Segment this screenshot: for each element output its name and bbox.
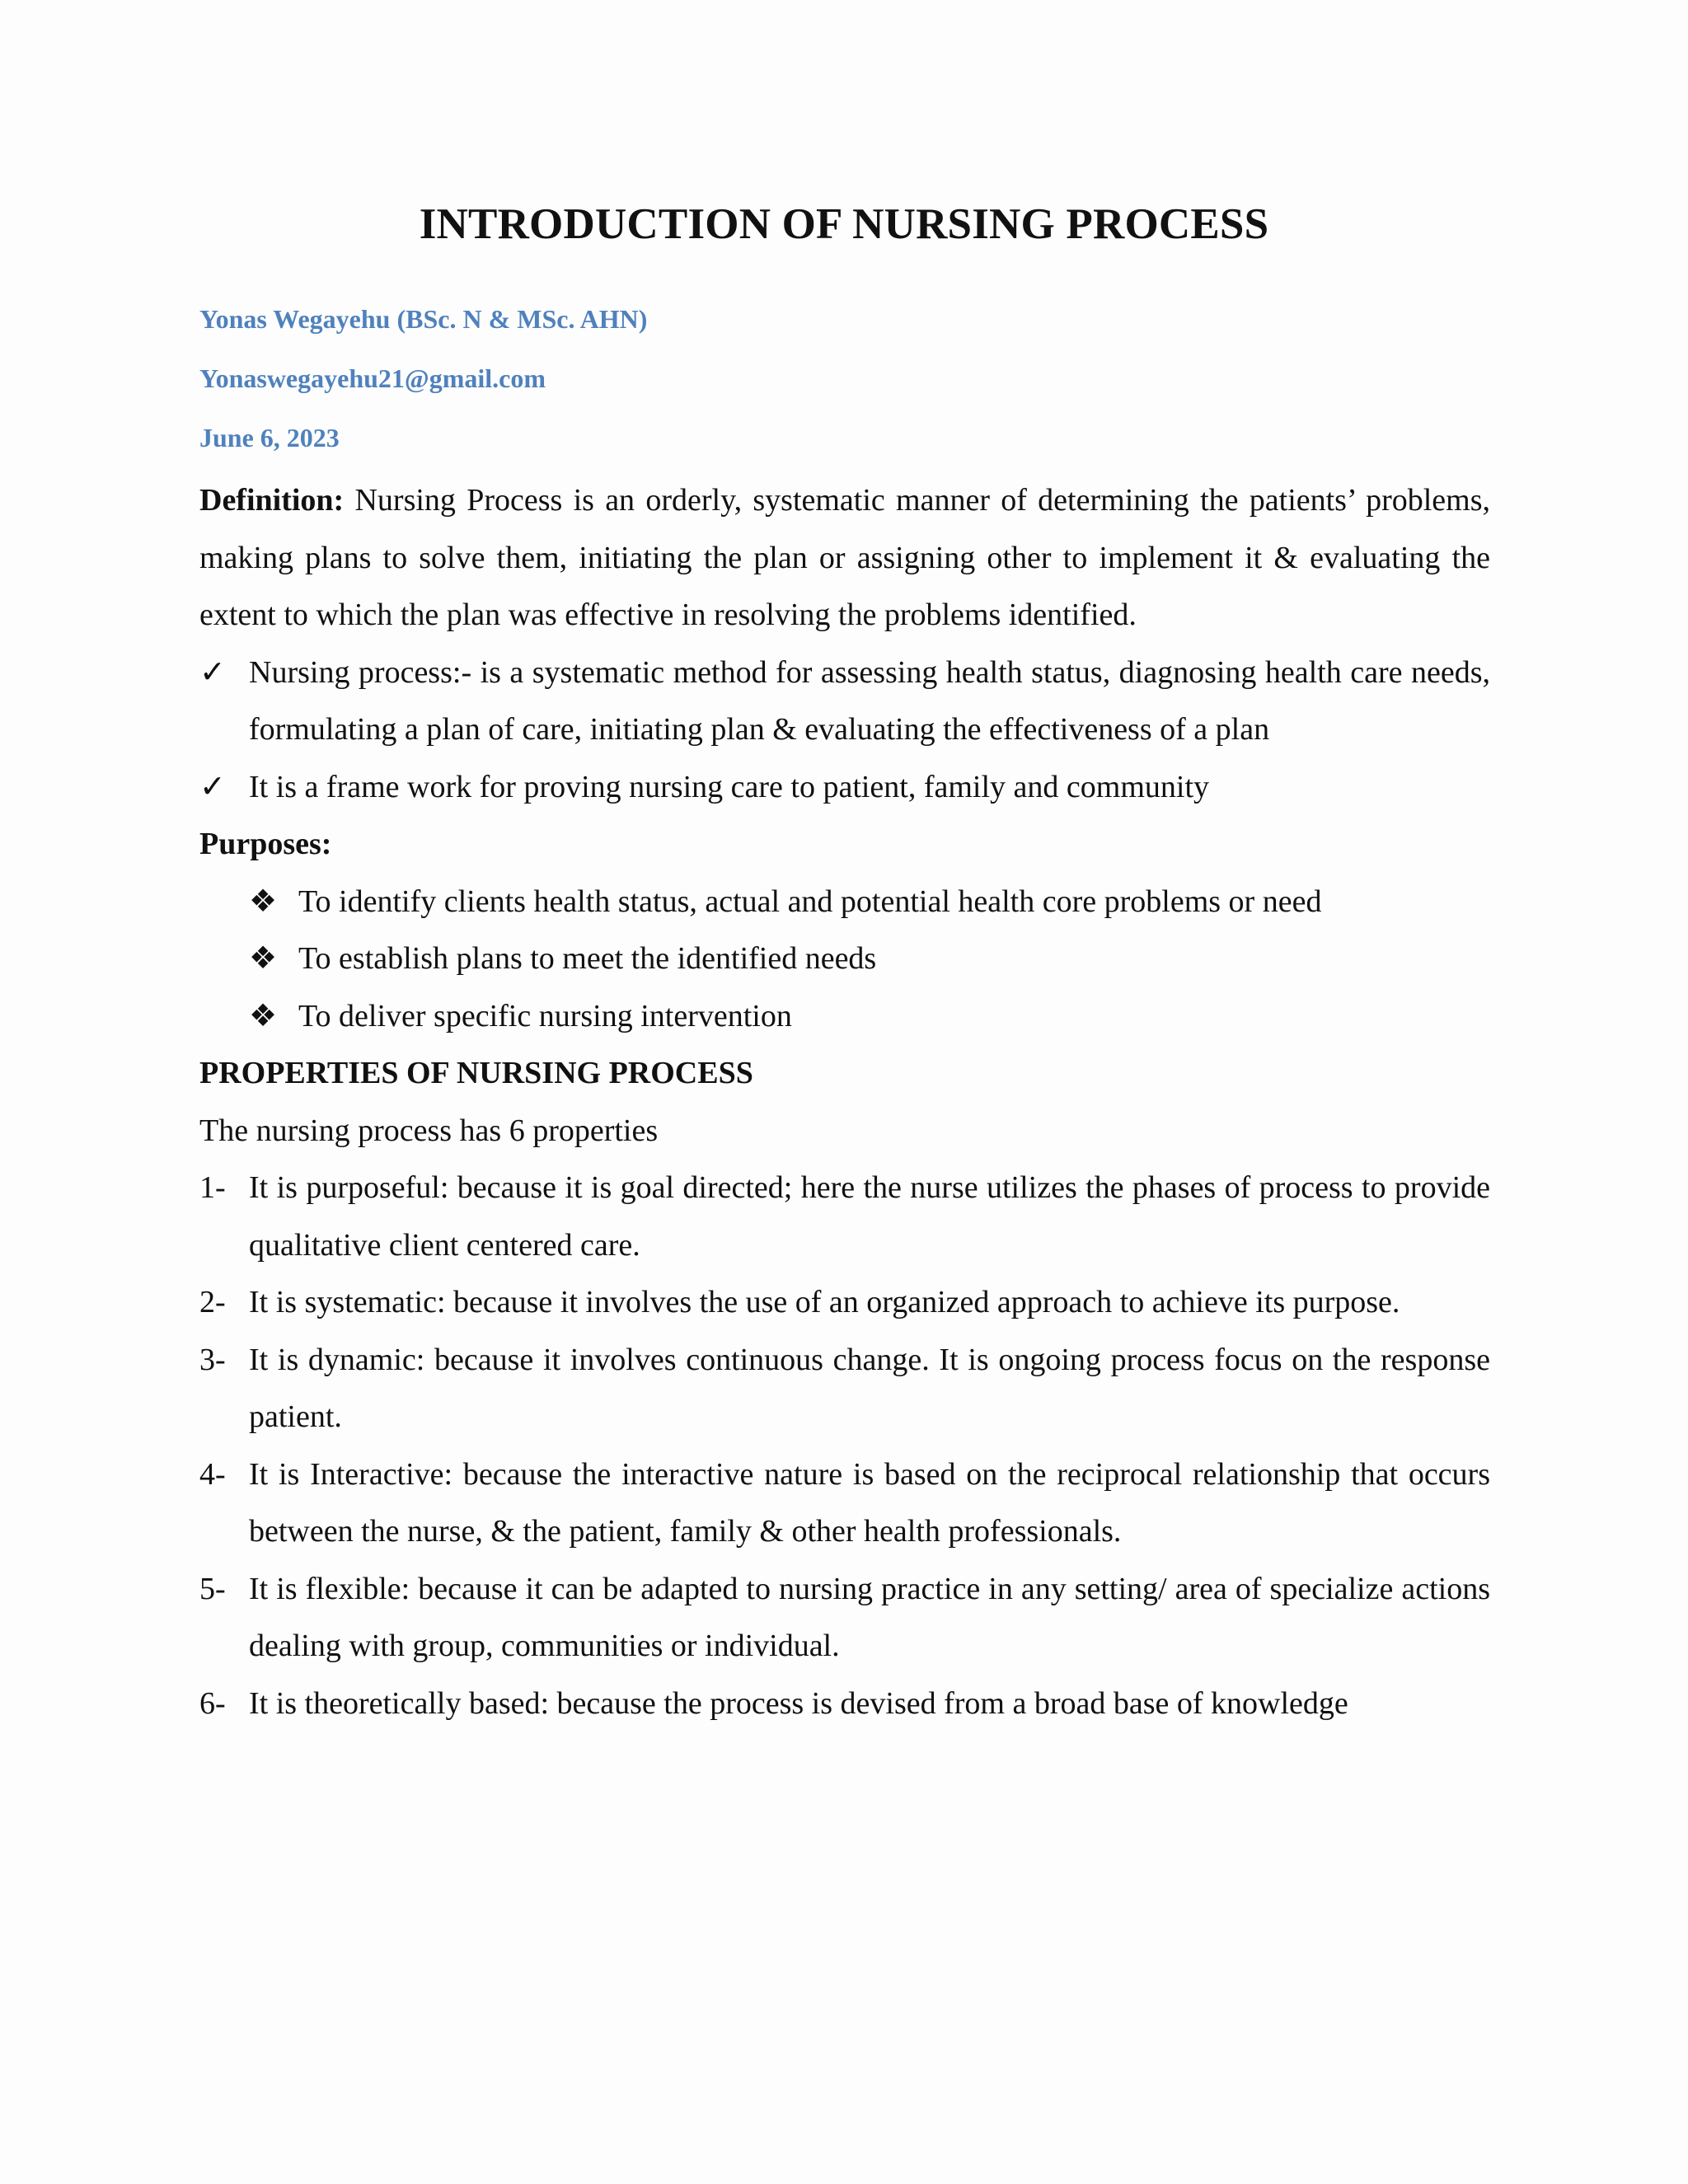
purpose-item-text: To identify clients health status, actual and potential health core problems or need (298, 883, 1322, 919)
definition-label: Definition: (199, 483, 345, 518)
author-email: Yonaswegayehu21@gmail.com (199, 363, 546, 393)
purpose-list-item (249, 874, 1490, 931)
list-number: 3- (199, 1342, 226, 1377)
check-item-text: Nursing process:- is a systematic method for assessing health status, diagnosing health care needs, formulating a plan of care, initiating plan & evaluating the effectiveness of a plan (249, 654, 1490, 747)
property-item-text: It is purposeful: because it is goal directed; here the nurse utilizes the phases of process to provide qualitative client centered care. (249, 1170, 1490, 1263)
diamond-bullet-icon: ❖ (249, 941, 278, 976)
property-list-item (199, 1446, 1490, 1561)
list-number: 5- (199, 1571, 226, 1606)
page-title: INTRODUCTION OF NURSING PROCESS (419, 200, 1269, 248)
document-date: June 6, 2023 (199, 423, 340, 452)
check-item-text: It is a frame work for proving nursing care to patient, family and community (249, 769, 1210, 804)
checkmark-icon: ✓ (199, 769, 226, 804)
property-list-item (199, 1274, 1490, 1332)
property-list-item (199, 1675, 1490, 1733)
purpose-list-item (249, 930, 1490, 988)
properties-intro: The nursing process has 6 properties (199, 1113, 659, 1148)
diamond-bullet-icon: ❖ (249, 883, 278, 919)
property-item-text: It is flexible: because it can be adapted to nursing practice in any setting/ area of specialize actions dealing with group, communities or individual. (249, 1571, 1490, 1663)
document-body (199, 472, 1490, 1732)
list-number: 6- (199, 1685, 226, 1721)
definition-paragraph (199, 472, 1490, 644)
list-number: 1- (199, 1170, 226, 1205)
purpose-item-text: To deliver specific nursing intervention (298, 998, 792, 1033)
list-number: 4- (199, 1456, 226, 1492)
property-item-text: It is dynamic: because it involves continuous change. It is ongoing process focus on the response patient. (249, 1342, 1490, 1434)
property-item-text: It is systematic: because it involves the use of an organized approach to achieve its purpose. (249, 1285, 1400, 1319)
property-list-item (199, 1332, 1490, 1446)
diamond-bullet-icon: ❖ (249, 998, 278, 1033)
check-list-item (199, 644, 1490, 759)
purposes-heading: Purposes: (199, 827, 332, 861)
property-list-item (199, 1160, 1490, 1274)
property-item-text: It is theoretically based: because the process is devised from a broad base of knowledge (249, 1685, 1348, 1721)
author-name: Yonas Wegayehu (BSc. N & MSc. AHN) (199, 304, 648, 334)
properties-heading: PROPERTIES OF NURSING PROCESS (199, 1056, 753, 1090)
property-list-item (199, 1561, 1490, 1675)
definition-text: Nursing Process is an orderly, systematic manner of determining the patients’ problems, making plans to solve them, initiating the plan or assigning other to implement it & evaluating the extent to which the plan was effective in resolving the problems identified. (199, 483, 1490, 632)
purpose-item-text: To establish plans to meet the identified needs (298, 941, 877, 976)
checkmark-icon: ✓ (199, 654, 226, 690)
list-number: 2- (199, 1285, 226, 1319)
property-item-text: It is Interactive: because the interactive nature is based on the reciprocal relationship that occurs between the nurse, & the patient, family & other health professionals. (249, 1456, 1490, 1549)
purpose-list-item (249, 988, 1490, 1046)
check-list-item (199, 759, 1490, 817)
